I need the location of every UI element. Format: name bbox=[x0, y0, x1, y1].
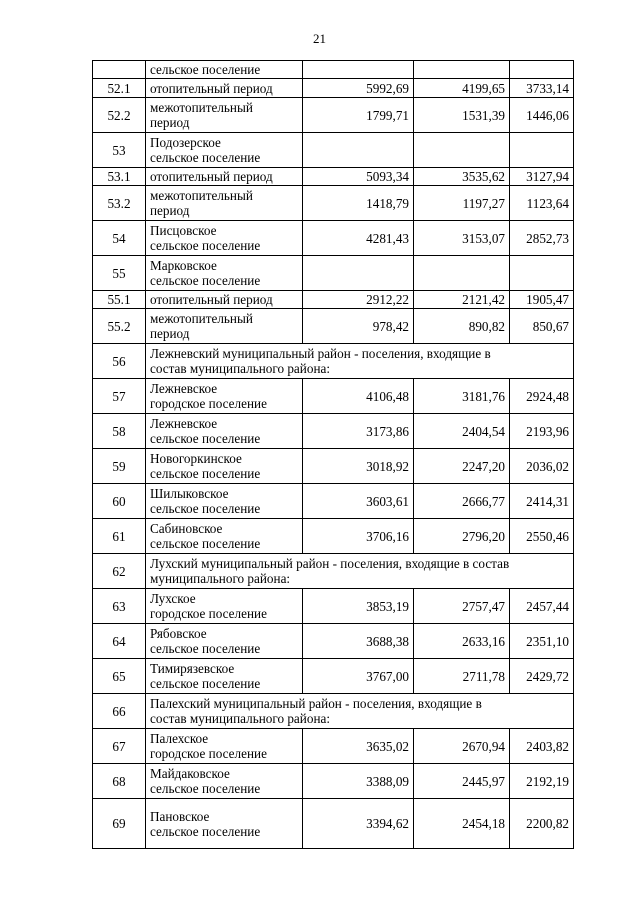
cell-text-line: Майдаковское bbox=[150, 766, 230, 781]
value-cell: 4281,43 bbox=[303, 221, 414, 256]
cell-text-line: Лежневский муниципальный район - поселения, входящие в bbox=[150, 346, 491, 361]
value-cell: 2711,78 bbox=[414, 659, 510, 694]
row-number-cell: 59 bbox=[93, 449, 146, 484]
value-cell: 2912,22 bbox=[303, 291, 414, 309]
cell-text-line: сельское поселение bbox=[150, 466, 261, 481]
value-cell: 850,67 bbox=[510, 309, 574, 344]
cell-text-line: Палехский муниципальный район - поселения, входящие в bbox=[150, 696, 482, 711]
page-number: 21 bbox=[313, 31, 326, 46]
table-row bbox=[93, 694, 574, 729]
value-cell bbox=[510, 256, 574, 291]
row-number-cell: 66 bbox=[93, 694, 146, 729]
value-cell: 2445,97 bbox=[414, 764, 510, 799]
cell-text-line: Лухское bbox=[150, 591, 196, 606]
cell-text-line: Новогоркинское bbox=[150, 451, 242, 466]
settlement-name-cell bbox=[146, 799, 303, 849]
value-cell: 1799,71 bbox=[303, 98, 414, 133]
value-cell: 3394,62 bbox=[303, 799, 414, 849]
settlement-name-cell bbox=[146, 221, 303, 256]
cell-text-line: Палехское bbox=[150, 731, 209, 746]
row-number-cell: 53.1 bbox=[93, 168, 146, 186]
value-cell: 3181,76 bbox=[414, 379, 510, 414]
row-number-cell: 60 bbox=[93, 484, 146, 519]
cell-text-line: отопительный период bbox=[150, 169, 273, 184]
value-cell bbox=[303, 61, 414, 79]
cell-text-line: период bbox=[150, 203, 190, 218]
cell-text-line: муниципального района: bbox=[150, 571, 291, 586]
row-number-cell: 55 bbox=[93, 256, 146, 291]
value-cell: 3635,02 bbox=[303, 729, 414, 764]
settlement-name-cell bbox=[146, 659, 303, 694]
cell-text-line: городское поселение bbox=[150, 396, 267, 411]
district-heading-cell bbox=[146, 694, 574, 729]
value-cell: 2757,47 bbox=[414, 589, 510, 624]
settlement-name-cell bbox=[146, 61, 303, 79]
row-number-cell: 67 bbox=[93, 729, 146, 764]
value-cell: 1418,79 bbox=[303, 186, 414, 221]
row-number-cell: 57 bbox=[93, 379, 146, 414]
value-cell: 2247,20 bbox=[414, 449, 510, 484]
table-row bbox=[93, 414, 574, 449]
value-cell: 2666,77 bbox=[414, 484, 510, 519]
value-cell: 3018,92 bbox=[303, 449, 414, 484]
settlement-name-cell bbox=[146, 589, 303, 624]
cell-text-line: сельское поселение bbox=[150, 238, 261, 253]
value-cell: 3173,86 bbox=[303, 414, 414, 449]
settlement-name-cell bbox=[146, 133, 303, 168]
table-row bbox=[93, 168, 574, 186]
district-heading-cell bbox=[146, 554, 574, 589]
value-cell: 2414,31 bbox=[510, 484, 574, 519]
table-row bbox=[93, 344, 574, 379]
table-row bbox=[93, 589, 574, 624]
value-cell bbox=[510, 133, 574, 168]
table-row bbox=[93, 309, 574, 344]
value-cell: 3688,38 bbox=[303, 624, 414, 659]
row-number-cell: 56 bbox=[93, 344, 146, 379]
cell-text-line: городское поселение bbox=[150, 606, 267, 621]
value-cell: 2550,46 bbox=[510, 519, 574, 554]
cell-text-line: сельское поселение bbox=[150, 676, 261, 691]
value-cell: 1531,39 bbox=[414, 98, 510, 133]
cell-text-line: состав муниципального района: bbox=[150, 361, 331, 376]
cell-text-line: Подозерское bbox=[150, 135, 221, 150]
value-cell: 2036,02 bbox=[510, 449, 574, 484]
value-cell: 890,82 bbox=[414, 309, 510, 344]
table-row bbox=[93, 98, 574, 133]
value-cell: 3603,61 bbox=[303, 484, 414, 519]
row-number-cell: 53.2 bbox=[93, 186, 146, 221]
value-cell: 2633,16 bbox=[414, 624, 510, 659]
value-cell bbox=[303, 133, 414, 168]
value-cell: 978,42 bbox=[303, 309, 414, 344]
cell-text-line: сельское поселение bbox=[150, 150, 261, 165]
cell-text-line: сельское поселение bbox=[150, 823, 261, 839]
row-number-cell: 52.1 bbox=[93, 79, 146, 98]
table-row bbox=[93, 729, 574, 764]
value-cell: 3153,07 bbox=[414, 221, 510, 256]
table-row bbox=[93, 484, 574, 519]
cell-text-line: городское поселение bbox=[150, 746, 267, 761]
value-cell: 3127,94 bbox=[510, 168, 574, 186]
settlement-name-cell bbox=[146, 414, 303, 449]
table-row bbox=[93, 186, 574, 221]
cell-text-line: Писцовское bbox=[150, 223, 217, 238]
settlement-name-cell bbox=[146, 624, 303, 659]
settlement-name-cell bbox=[146, 98, 303, 133]
value-cell: 3853,19 bbox=[303, 589, 414, 624]
value-cell: 2796,20 bbox=[414, 519, 510, 554]
cell-text-line: сельское поселение bbox=[150, 536, 261, 551]
cell-text-line: Тимирязевское bbox=[150, 661, 235, 676]
table-row bbox=[93, 133, 574, 168]
settlement-name-cell bbox=[146, 379, 303, 414]
value-cell: 2200,82 bbox=[510, 799, 574, 849]
value-cell bbox=[414, 133, 510, 168]
table-row bbox=[93, 449, 574, 484]
value-cell bbox=[303, 256, 414, 291]
value-cell: 2121,42 bbox=[414, 291, 510, 309]
value-cell: 2351,10 bbox=[510, 624, 574, 659]
value-cell: 4106,48 bbox=[303, 379, 414, 414]
table-row bbox=[93, 291, 574, 309]
row-number-cell: 63 bbox=[93, 589, 146, 624]
row-number-cell: 65 bbox=[93, 659, 146, 694]
settlement-name-cell bbox=[146, 484, 303, 519]
settlement-name-cell bbox=[146, 449, 303, 484]
table-row bbox=[93, 519, 574, 554]
value-cell: 1197,27 bbox=[414, 186, 510, 221]
value-cell: 1123,64 bbox=[510, 186, 574, 221]
value-cell: 4199,65 bbox=[414, 79, 510, 98]
table-row bbox=[93, 221, 574, 256]
cell-text-line: межотопительный bbox=[150, 311, 253, 326]
value-cell: 2852,73 bbox=[510, 221, 574, 256]
cell-text-line: Лежневское bbox=[150, 416, 218, 431]
row-number-cell: 55.2 bbox=[93, 309, 146, 344]
value-cell: 5992,69 bbox=[303, 79, 414, 98]
value-cell bbox=[414, 256, 510, 291]
row-number-cell: 68 bbox=[93, 764, 146, 799]
row-number-cell: 54 bbox=[93, 221, 146, 256]
value-cell: 2924,48 bbox=[510, 379, 574, 414]
cell-text-line: отопительный период bbox=[150, 80, 273, 96]
cell-text-line: Рябовское bbox=[150, 626, 207, 641]
table-row bbox=[93, 256, 574, 291]
value-cell: 2454,18 bbox=[414, 799, 510, 849]
cell-text-line: период bbox=[150, 115, 190, 130]
value-cell: 3706,16 bbox=[303, 519, 414, 554]
row-number-cell: 61 bbox=[93, 519, 146, 554]
cell-text-line: Шилыковское bbox=[150, 486, 229, 501]
cell-text-line: Марковское bbox=[150, 258, 217, 273]
row-number-cell: 62 bbox=[93, 554, 146, 589]
settlement-name-cell bbox=[146, 729, 303, 764]
value-cell: 1446,06 bbox=[510, 98, 574, 133]
value-cell: 5093,34 bbox=[303, 168, 414, 186]
cell-text-line: сельское поселение bbox=[150, 781, 261, 796]
cell-text-line: сельское поселение bbox=[150, 641, 261, 656]
settlement-name-cell bbox=[146, 256, 303, 291]
row-number-cell: 69 bbox=[93, 799, 146, 849]
tariff-table bbox=[92, 60, 574, 849]
cell-text-line: отопительный период bbox=[150, 292, 273, 307]
table-row bbox=[93, 554, 574, 589]
settlement-name-cell bbox=[146, 309, 303, 344]
row-number-cell: 58 bbox=[93, 414, 146, 449]
value-cell: 1905,47 bbox=[510, 291, 574, 309]
row-number-cell: 64 bbox=[93, 624, 146, 659]
settlement-name-cell bbox=[146, 79, 303, 98]
district-heading-cell bbox=[146, 344, 574, 379]
value-cell: 3535,62 bbox=[414, 168, 510, 186]
value-cell: 3733,14 bbox=[510, 79, 574, 98]
cell-text-line: Сабиновское bbox=[150, 521, 223, 536]
cell-text-line: сельское поселение bbox=[150, 431, 261, 446]
cell-text-line: сельское поселение bbox=[150, 273, 261, 288]
value-cell: 2429,72 bbox=[510, 659, 574, 694]
settlement-name-cell bbox=[146, 186, 303, 221]
value-cell: 2192,19 bbox=[510, 764, 574, 799]
value-cell: 2403,82 bbox=[510, 729, 574, 764]
cell-text-line: состав муниципального района: bbox=[150, 711, 331, 726]
cell-text-line: Лухский муниципальный район - поселения, входящие в состав bbox=[150, 556, 510, 571]
cell-text-line: сельское поселение bbox=[150, 62, 261, 77]
cell-text-line: межотопительный bbox=[150, 100, 253, 115]
value-cell bbox=[414, 61, 510, 79]
cell-text-line: Лежневское bbox=[150, 381, 218, 396]
settlement-name-cell bbox=[146, 291, 303, 309]
cell-text-line: межотопительный bbox=[150, 188, 253, 203]
table-row bbox=[93, 61, 574, 79]
value-cell: 2404,54 bbox=[414, 414, 510, 449]
row-number-cell: 55.1 bbox=[93, 291, 146, 309]
value-cell: 2670,94 bbox=[414, 729, 510, 764]
value-cell: 3767,00 bbox=[303, 659, 414, 694]
value-cell: 2193,96 bbox=[510, 414, 574, 449]
table-row bbox=[93, 379, 574, 414]
settlement-name-cell bbox=[146, 519, 303, 554]
table-row bbox=[93, 659, 574, 694]
table-row bbox=[93, 79, 574, 98]
cell-text-line: Пановское bbox=[150, 808, 210, 824]
value-cell bbox=[510, 61, 574, 79]
value-cell: 2457,44 bbox=[510, 589, 574, 624]
settlement-name-cell bbox=[146, 764, 303, 799]
settlement-name-cell bbox=[146, 168, 303, 186]
value-cell: 3388,09 bbox=[303, 764, 414, 799]
row-number-cell bbox=[93, 61, 146, 79]
row-number-cell: 53 bbox=[93, 133, 146, 168]
table-row bbox=[93, 764, 574, 799]
table-row bbox=[93, 624, 574, 659]
cell-text-line: сельское поселение bbox=[150, 501, 261, 516]
row-number-cell: 52.2 bbox=[93, 98, 146, 133]
cell-text-line: период bbox=[150, 326, 190, 341]
table-row bbox=[93, 799, 574, 849]
